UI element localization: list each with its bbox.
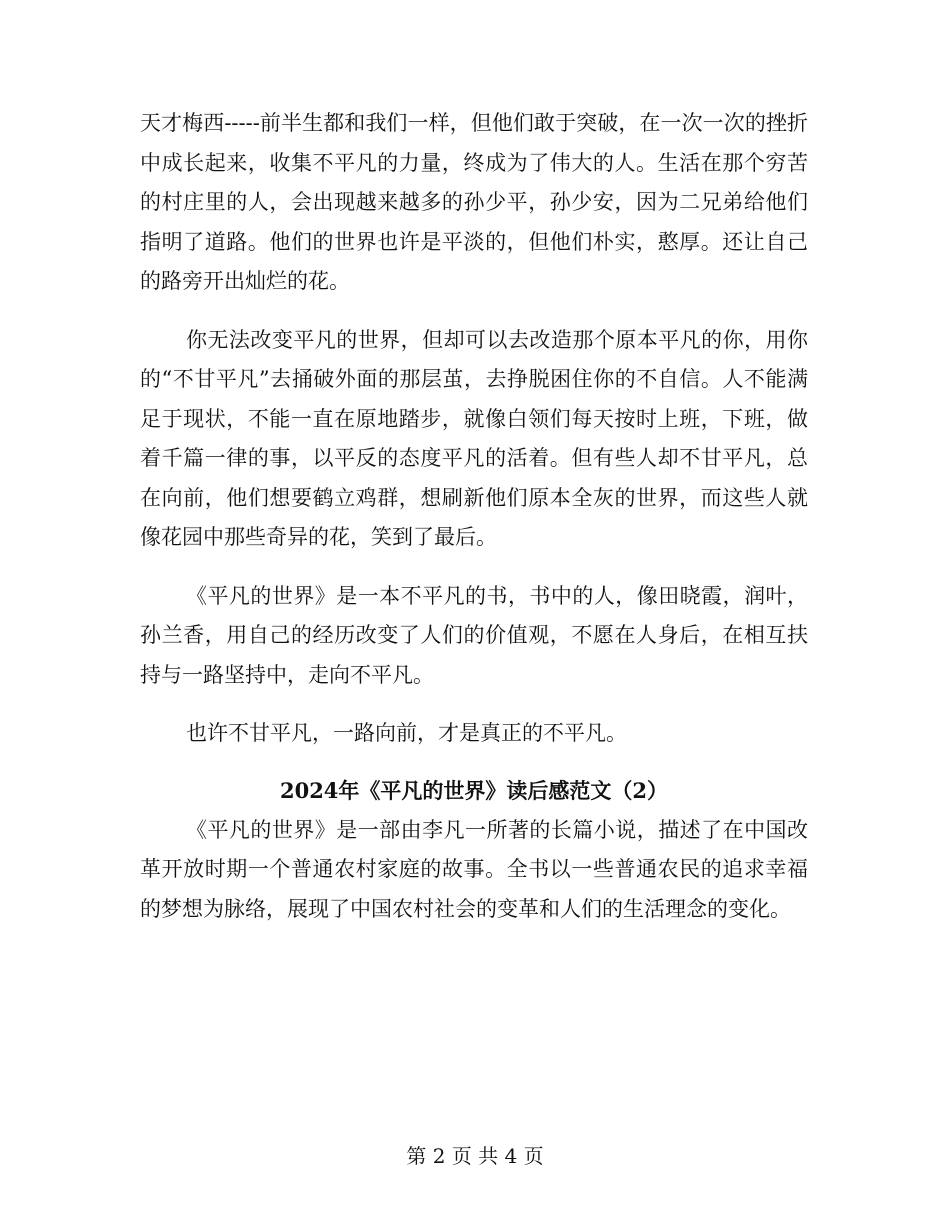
section-title: 2024年《平凡的世界》读后感范文（2） [279,777,669,803]
paragraph: 也许不甘平凡，一路向前，才是真正的不平凡。 [186,721,627,745]
paragraph-continuation: 天才梅西-----前半生都和我们一样，但他们敢于突破，在一次一次的挫折中成长起来，收集不平凡的力量，终成为了伟大的人。生活在那个穷苦的村庄里的人，会出现越来越多的孙少平，孙少安，因为二兄弟给他们指明了道路。他们的世界也许是平淡的，但他们朴实，憨厚。还让自己的路旁开出灿烂的花。 [140,111,808,293]
paragraph: 《平凡的世界》是一本不平凡的书，书中的人，像田晓霞，润叶，孙兰香，用自己的经历改变了人们的价值观，不愿在人身后，在相互扶持与一路坚持中，走向不平凡。 [140,583,808,687]
document-body [140,104,808,929]
page-number-footer: 第 2 页 共 4 页 [406,1144,544,1168]
paragraph: 你无法改变平凡的世界，但却可以去改造那个原本平凡的你，用你的“不甘平凡”去捅破外面的那层茧，去挣脱困住你的不自信。人不能满足于现状，不能一直在原地踏步，就像白领们每天按时上班，下班，做着千篇一律的事，以平反的态度平凡的活着。但有些人却不甘平凡，总在向前，他们想要鹤立鸡群，想刷新他们原本全灰的世界，而这些人就像花园中那些奇异的花，笑到了最后。 [140,327,808,549]
paragraph: 《平凡的世界》是一部由李凡一所著的长篇小说，描述了在中国改革开放时期一个普通农村家庭的故事。全书以一些普通农民的追求幸福的梦想为脉络，展现了中国农村社会的变革和人们的生活理念的变化。 [140,817,808,921]
